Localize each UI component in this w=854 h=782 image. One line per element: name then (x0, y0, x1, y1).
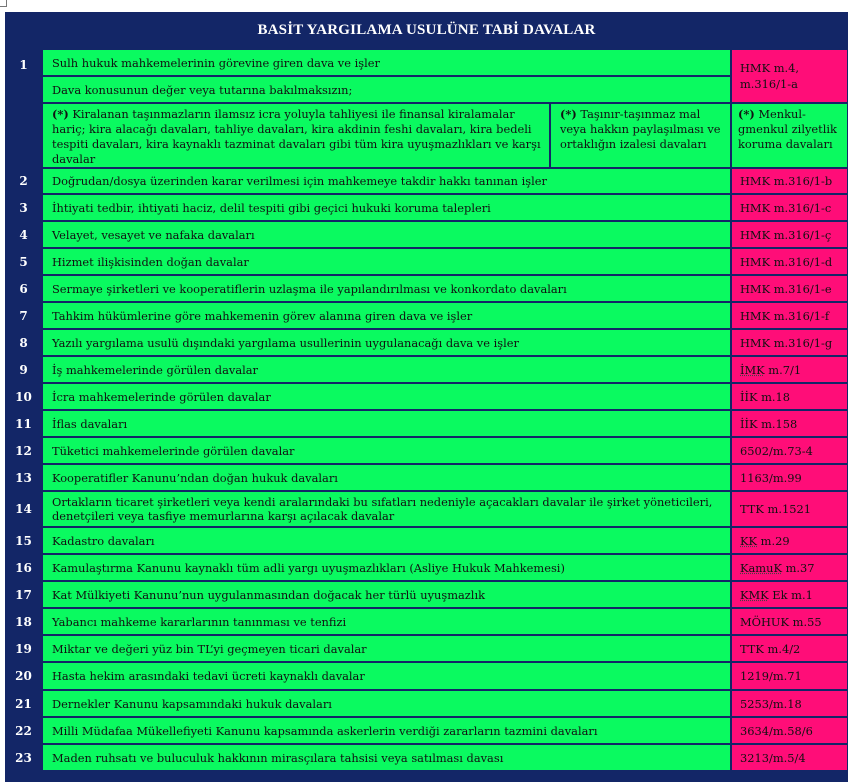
row-description: Hizmet ilişkisinden doğan davalar (42, 248, 731, 275)
row-description: Yabancı mahkeme kararlarının tanınması ve tenfizi (42, 608, 731, 635)
row-number: 21 (5, 690, 42, 717)
row-description: Kat Mülkiyeti Kanunu’nun uygulanmasından doğacak her türlü uyuşmazlık (42, 581, 731, 608)
row-number: 16 (5, 554, 42, 581)
table-row (5, 248, 848, 275)
table-row (5, 635, 848, 662)
row-reference: 1163/m.99 (731, 464, 848, 491)
row-reference: TTK m.1521 (731, 491, 848, 527)
row-reference: HMK m.4, m.316/1-a (731, 49, 848, 103)
table-row (5, 491, 848, 527)
row-reference: İİK m.158 (731, 410, 848, 437)
row-number: 20 (5, 662, 42, 690)
row-reference: KMK Ek m.1 (731, 581, 848, 608)
asterisk-mark: (*) (560, 107, 577, 121)
row-number: 22 (5, 717, 42, 744)
row-description: Hasta hekim arasındaki tedavi ücreti kaynaklı davalar (42, 662, 731, 690)
abbreviation: KMK (740, 587, 769, 602)
table-row (5, 744, 848, 771)
table-row (5, 356, 848, 383)
row-description: Ortakların ticaret şirketleri veya kendi aralarındaki bu sıfatları nedeniyle açacakları davalar ile şirket yöneticileri, denetçileri veya tasfiye memurlarına karşı açılacak davalar (42, 491, 731, 527)
table-row (5, 275, 848, 302)
row-description: İflas davaları (42, 410, 731, 437)
row-reference: 5253/m.18 (731, 690, 848, 717)
row-description: Doğrudan/dosya üzerinden karar verilmesi için mahkemeye takdir hakkı tanınan işler (42, 168, 731, 194)
table-row (5, 168, 848, 194)
asterisk-mark: (*) (52, 107, 69, 121)
row-description: Sulh hukuk mahkemelerinin görevine giren dava ve işler (42, 49, 731, 76)
table-row (5, 464, 848, 491)
row-number: 13 (5, 464, 42, 491)
row-description: Sermaye şirketleri ve kooperatiflerin uzlaşma ile yapılandırılması ve konkordato davaları (42, 275, 731, 302)
table-row (5, 221, 848, 248)
row-reference: TTK m.4/2 (731, 635, 848, 662)
table-row (5, 527, 848, 554)
asterisk-mark: (*) (738, 107, 755, 121)
row-description: Dernekler Kanunu kapsamındaki hukuk davaları (42, 690, 731, 717)
abbreviation: KK (740, 533, 758, 548)
row-number: 8 (5, 329, 42, 356)
row-number: 5 (5, 248, 42, 275)
row-description: Velayet, vesayet ve nafaka davaları (42, 221, 731, 248)
table-row (5, 608, 848, 635)
rent-disputes-text: Kiralanan taşınmazların ilamsız icra yoluyla tahliyesi ile finansal kiralamalar hariç; kira alacağı davaları, tahliye davaları, kira akdinin feshi davaları, kira bedeli tespiti davaları, kira kaynaklı tazminat davaları gibi tüm kira uyuşmazlıkları ve karşı davalar (52, 107, 541, 166)
table-row (5, 302, 848, 329)
row-reference: HMK m.316/1-c (731, 194, 848, 221)
row-reference: MÖHUK m.55 (731, 608, 848, 635)
row-number: 10 (5, 383, 42, 410)
row-number: 15 (5, 527, 42, 554)
row-reference: 6502/m.73-4 (731, 437, 848, 464)
row-description: İhtiyati tedbir, ihtiyati haciz, delil tespiti gibi geçici hukuki koruma talepleri (42, 194, 731, 221)
table-row (5, 662, 848, 690)
abbreviation: İMK (740, 362, 765, 377)
rent-disputes-cell (42, 103, 550, 168)
row-reference: HMK m.316/1-d (731, 248, 848, 275)
page-corner-mark (0, 0, 7, 7)
row-number: 23 (5, 744, 42, 771)
table-row (5, 554, 848, 581)
row-number: 19 (5, 635, 42, 662)
table-row (5, 437, 848, 464)
abbreviation: KamuK (740, 560, 782, 575)
row-reference: KK m.29 (731, 527, 848, 554)
row-description: Kooperatifler Kanunu’ndan doğan hukuk davaları (42, 464, 731, 491)
row-number: 4 (5, 221, 42, 248)
row-number: 3 (5, 194, 42, 221)
row-reference: 1219/m.71 (731, 662, 848, 690)
table-row (5, 383, 848, 410)
table-row (5, 717, 848, 744)
row-number: 6 (5, 275, 42, 302)
row-reference: HMK m.316/1-e (731, 275, 848, 302)
row-reference: İİK m.18 (731, 383, 848, 410)
table-row (5, 194, 848, 221)
table-title: BASİT YARGILAMA USULÜNE TABİ DAVALAR (5, 12, 848, 49)
row-reference: HMK m.316/1-b (731, 168, 848, 194)
row-reference: 3634/m.58/6 (731, 717, 848, 744)
row-description: Kadastro davaları (42, 527, 731, 554)
row-description: Milli Müdafaa Mükellefiyeti Kanunu kapsamında askerlerin verdiği zararların tazmini davaları (42, 717, 731, 744)
row-reference: HMK m.316/1-ç (731, 221, 848, 248)
table-row (5, 329, 848, 356)
partition-cell (550, 103, 731, 168)
row-number: 2 (5, 168, 42, 194)
row-number: 1 (5, 49, 42, 168)
row-reference: İMK m.7/1 (731, 356, 848, 383)
row-number: 12 (5, 437, 42, 464)
row-description-sub: Dava konusunun değer veya tutarına bakılmaksızın; (42, 76, 731, 103)
table-container (5, 12, 848, 782)
row-description: Yazılı yargılama usulü dışındaki yargılama usullerinin uygulanacağı dava ve işler (42, 329, 731, 356)
row-reference: HMK m.316/1-f (731, 302, 848, 329)
table-row (5, 690, 848, 717)
row-description: Miktar ve değeri yüz bin TL’yi geçmeyen ticari davalar (42, 635, 731, 662)
row-number: 18 (5, 608, 42, 635)
row-number: 11 (5, 410, 42, 437)
possession-text: Menkul-gmenkul zilyetlik koruma davaları (738, 107, 837, 151)
row-description: İş mahkemelerinde görülen davalar (42, 356, 731, 383)
row-description: İcra mahkemelerinde görülen davalar (42, 383, 731, 410)
partition-text: Taşınır-taşınmaz mal veya hakkın paylaşılması ve ortaklığın izalesi davaları (560, 107, 721, 151)
table-row (5, 581, 848, 608)
possession-cell (731, 103, 848, 168)
row-description: Tüketici mahkemelerinde görülen davalar (42, 437, 731, 464)
row-reference: 3213/m.5/4 (731, 744, 848, 771)
row-description: Tahkim hükümlerine göre mahkemenin görev alanına giren dava ve işler (42, 302, 731, 329)
row-description: Maden ruhsatı ve buluculuk hakkının mirasçılara tahsisi veya satılması davası (42, 744, 731, 771)
row-number: 7 (5, 302, 42, 329)
row-description: Kamulaştırma Kanunu kaynaklı tüm adli yargı uyuşmazlıkları (Asliye Hukuk Mahkemesi) (42, 554, 731, 581)
table-row (5, 410, 848, 437)
row-reference: HMK m.316/1-g (731, 329, 848, 356)
row-number: 14 (5, 491, 42, 527)
lawsuit-table (5, 12, 848, 771)
row-number: 17 (5, 581, 42, 608)
row-reference: KamuK m.37 (731, 554, 848, 581)
row-number: 9 (5, 356, 42, 383)
